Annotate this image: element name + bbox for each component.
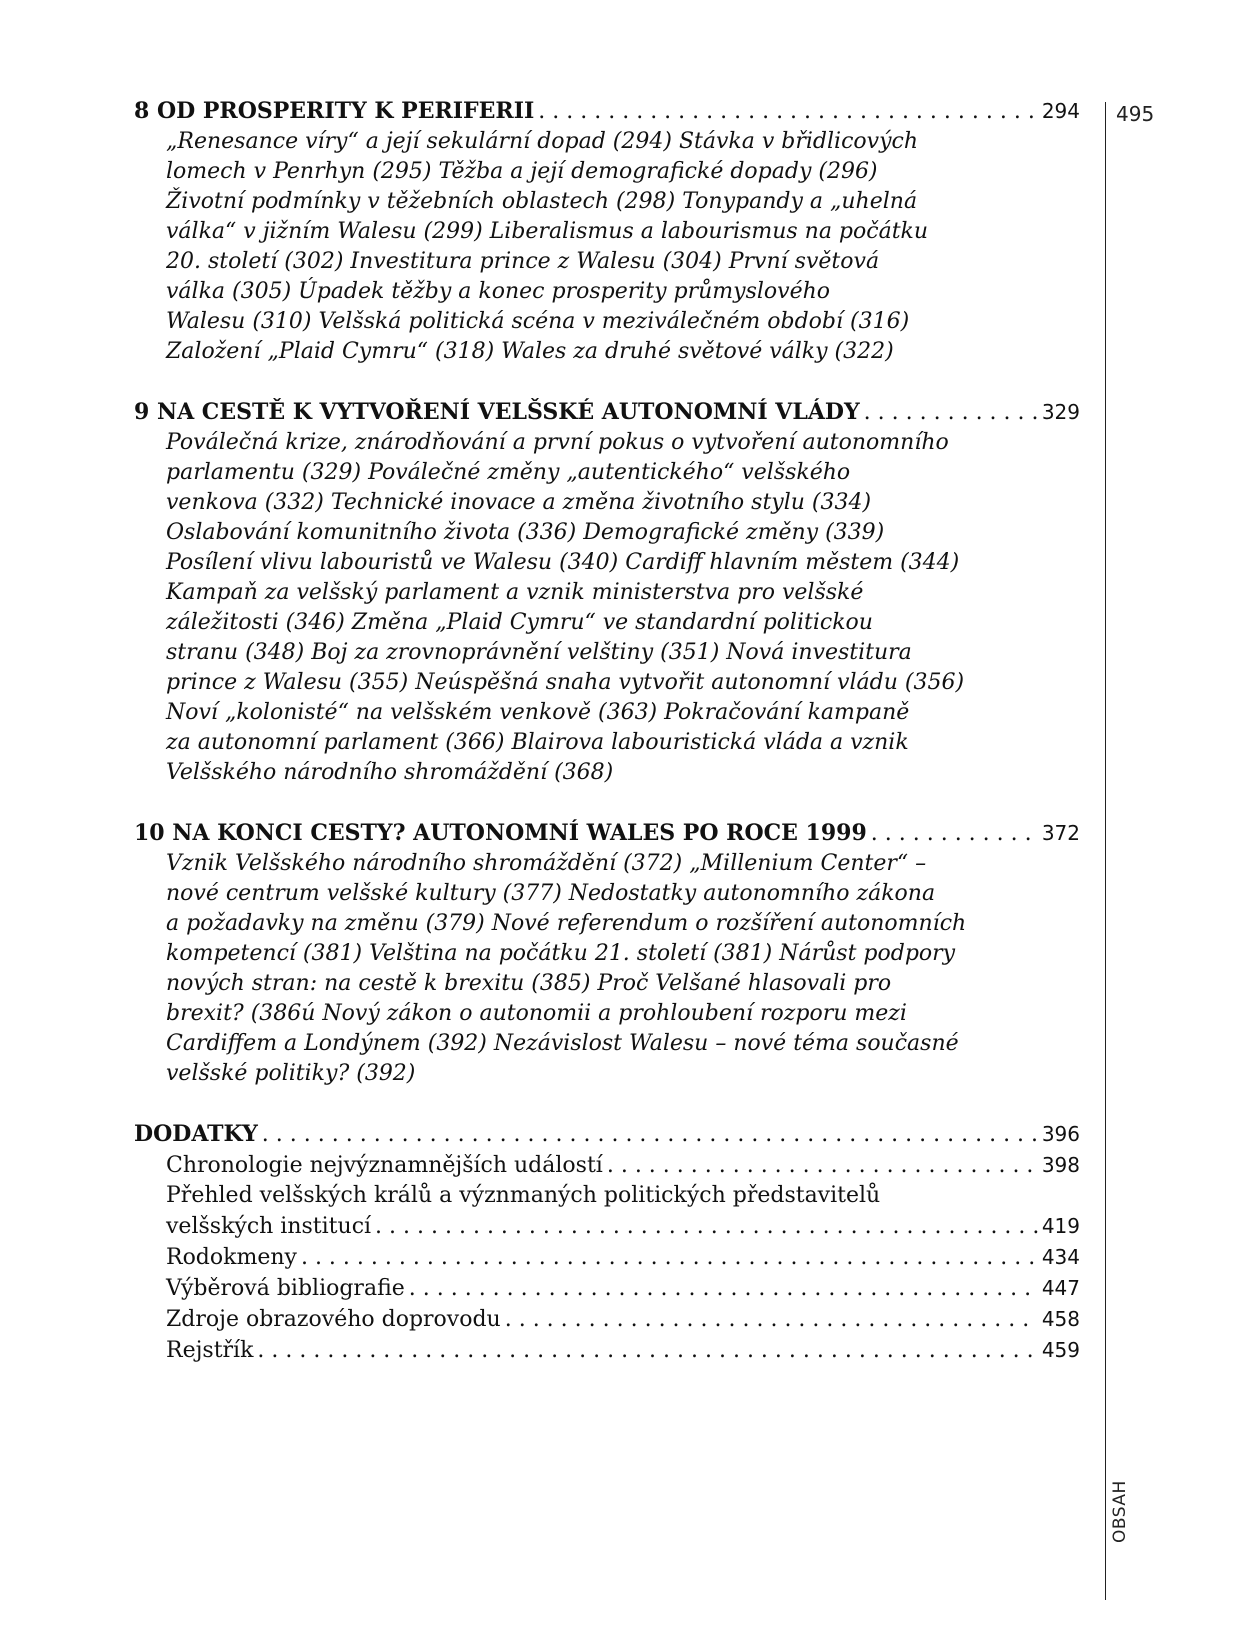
chapter-10 <box>134 818 1080 1089</box>
leader-dots <box>871 819 1038 849</box>
entry-label: velšských institucí <box>166 1214 372 1239</box>
summary-line: válka (305) Úpadek těžby a konec prosperity průmyslového <box>166 279 831 304</box>
leader-dots <box>375 1212 1038 1242</box>
leader-dots <box>257 1336 1037 1366</box>
chapter-page: 329 <box>1041 400 1080 424</box>
leader-dots <box>301 1243 1038 1273</box>
table-of-contents <box>134 96 1080 1396</box>
toc-entry[interactable] <box>134 1150 1080 1181</box>
summary-line: stranu (348) Boj za zrovnoprávnění velštiny (351) Nová investitura <box>166 640 912 665</box>
appendix <box>134 1119 1080 1366</box>
entry-page: 434 <box>1041 1245 1080 1269</box>
summary-line: Posílení vlivu labouristů ve Walesu (340) Cardiff hlavním městem (344) <box>166 550 960 575</box>
summary-line: Walesu (310) Velšská politická scéna v meziválečném období (316) <box>166 309 910 334</box>
entry-label: Zdroje obrazového doprovodu <box>166 1307 501 1332</box>
toc-entry[interactable] <box>134 1211 1080 1242</box>
summary-line: lomech v Penrhyn (295) Těžba a její demografické dopady (296) <box>166 159 878 184</box>
summary-line: Poválečná krize, znárodňování a první pokus o vytvoření autonomního <box>166 430 949 455</box>
leader-dots <box>864 398 1038 428</box>
margin-rule <box>1105 102 1106 1600</box>
entry-page: 419 <box>1041 1214 1080 1238</box>
entry-label: Chronologie nejvýznamnějších událostí <box>166 1153 603 1178</box>
leader-dots <box>607 1151 1038 1181</box>
chapter-title: 10 NA KONCI CESTY? AUTONOMNÍ WALES PO ROCE 1999 <box>134 820 867 846</box>
appendix-title: DODATKY <box>134 1121 258 1147</box>
summary-line: „Renesance víry“ a její sekulární dopad (294) Stávka v břidlicových <box>166 129 918 154</box>
chapter-9 <box>134 397 1080 788</box>
appendix-heading[interactable] <box>134 1119 1080 1150</box>
summary-line: prince z Walesu (355) Neúspěšná snaha vytvořit autonomní vládu (356) <box>166 670 965 695</box>
chapter-summary <box>134 428 1080 788</box>
page-number: 495 <box>1116 102 1155 126</box>
appendix-page: 396 <box>1041 1122 1080 1146</box>
summary-line: válka“ v jižním Walesu (299) Liberalismus a labourismus na počátku <box>166 219 929 244</box>
leader-dots <box>262 1120 1038 1150</box>
chapter-heading[interactable] <box>134 818 1080 849</box>
chapter-heading[interactable] <box>134 96 1080 127</box>
summary-line: Noví „kolonisté“ na velšském venkově (363) Pokračování kampaně <box>166 700 910 725</box>
summary-line: Cardiffem a Londýnem (392) Nezávislost Walesu – nové téma současné <box>166 1031 959 1056</box>
summary-line: kompetencí (381) Velština na počátku 21. století (381) Nárůst podpory <box>166 941 956 966</box>
running-head: OBSAH <box>1110 1480 1130 1543</box>
entry-label-first-line: Přehled velšských králů a význmaných politických představitelů <box>166 1183 881 1208</box>
entry-page: 459 <box>1041 1338 1080 1362</box>
entry-label: Rejstřík <box>166 1338 254 1363</box>
summary-line: Založení „Plaid Cymru“ (318) Wales za druhé světové války (322) <box>166 339 894 364</box>
summary-line: velšské politiky? (392) <box>166 1061 416 1086</box>
toc-entry[interactable] <box>134 1273 1080 1304</box>
chapter-heading[interactable] <box>134 397 1080 428</box>
chapter-page: 372 <box>1041 821 1080 845</box>
entry-page: 447 <box>1041 1276 1080 1300</box>
chapter-page: 294 <box>1041 99 1080 123</box>
summary-line: za autonomní parlament (366) Blairova labouristická vláda a vznik <box>166 730 909 755</box>
chapter-summary <box>134 127 1080 367</box>
summary-line: Oslabování komunitního života (336) Demografické změny (339) <box>166 520 885 545</box>
summary-line: Kampaň za velšský parlament a vznik ministerstva pro velšské <box>166 580 864 605</box>
entry-label: Výběrová bibliografie <box>166 1276 405 1301</box>
toc-entry[interactable] <box>134 1304 1080 1335</box>
chapter-summary <box>134 849 1080 1089</box>
entry-page: 458 <box>1041 1307 1080 1331</box>
toc-entry[interactable] <box>134 1242 1080 1273</box>
summary-line: Životní podmínky v těžebních oblastech (298) Tonypandy a „uhelná <box>166 189 918 214</box>
summary-line: Vznik Velšského národního shromáždění (372) „Millenium Center“ – <box>166 851 927 876</box>
summary-line: venkova (332) Technické inovace a změna životního stylu (334) <box>166 490 872 515</box>
summary-line: brexit? (386ú Nový zákon o autonomii a prohloubení rozporu mezi <box>166 1001 907 1026</box>
entry-page: 398 <box>1041 1153 1080 1177</box>
leader-dots <box>409 1274 1038 1304</box>
leader-dots <box>505 1305 1038 1335</box>
summary-line: nových stran: na cestě k brexitu (385) Proč Velšané hlasovali pro <box>166 971 892 996</box>
summary-line: parlamentu (329) Poválečné změny „autentického“ velšského <box>166 460 851 485</box>
summary-line: 20. století (302) Investitura prince z Walesu (304) První světová <box>166 249 880 274</box>
summary-line: Velšského národního shromáždění (368) <box>166 760 614 785</box>
summary-line: záležitosti (346) Změna „Plaid Cymru“ ve standardní politickou <box>166 610 873 635</box>
chapter-8 <box>134 96 1080 367</box>
summary-line: nové centrum velšské kultury (377) Nedostatky autonomního zákona <box>166 881 936 906</box>
chapter-title: 9 NA CESTĚ K VYTVOŘENÍ VELŠSKÉ AUTONOMNÍ VLÁDY <box>134 399 860 425</box>
summary-line: a požadavky na změnu (379) Nové referendum o rozšíření autonomních <box>166 911 967 936</box>
leader-dots <box>538 97 1038 127</box>
entry-label: Rodokmeny <box>166 1245 297 1270</box>
chapter-title: 8 OD PROSPERITY K PERIFERII <box>134 98 535 124</box>
toc-entry[interactable] <box>134 1335 1080 1366</box>
